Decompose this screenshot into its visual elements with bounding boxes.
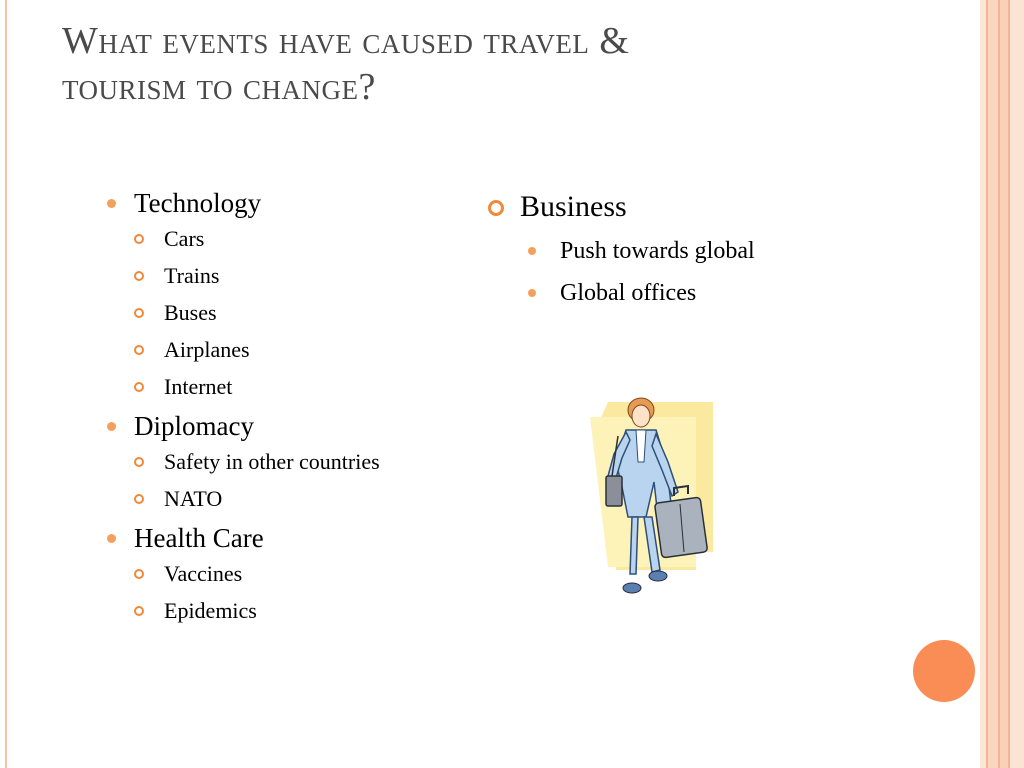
bullet-business: Business — [488, 188, 868, 226]
sub-bullet-cars: Cars — [134, 224, 434, 254]
sub-bullet-buses: Buses — [134, 298, 434, 328]
bullet-ring-icon — [134, 569, 144, 579]
slide-title — [62, 18, 942, 110]
bullet-dot-icon — [528, 289, 536, 297]
title-line-2: tourism to change? — [62, 66, 376, 108]
left-bullet-column — [104, 186, 434, 633]
bullet-diplomacy: Diplomacy — [104, 409, 434, 443]
bullet-ring-icon — [134, 457, 144, 467]
bullet-ring-icon — [134, 234, 144, 244]
bullet-ring-icon — [134, 308, 144, 318]
bullet-ring-icon — [488, 200, 504, 216]
right-bullet-column — [488, 188, 868, 318]
sub-bullet-epidemics: Epidemics — [134, 596, 434, 626]
bullet-technology: Technology — [104, 186, 434, 220]
sub-bullet-push-global: Push towards global — [528, 234, 868, 268]
sub-bullet-airplanes: Airplanes — [134, 335, 434, 365]
left-border-line — [5, 0, 7, 768]
sub-bullet-trains: Trains — [134, 261, 434, 291]
bullet-ring-icon — [134, 271, 144, 281]
bullet-ring-icon — [134, 494, 144, 504]
bullet-ring-icon — [134, 345, 144, 355]
bullet-dot-icon — [107, 199, 116, 208]
sub-bullet-internet: Internet — [134, 372, 434, 402]
bullet-dot-icon — [528, 247, 536, 255]
bullet-ring-icon — [134, 606, 144, 616]
sub-bullet-safety: Safety in other countries — [134, 447, 434, 477]
bullet-ring-icon — [134, 382, 144, 392]
bullet-health-care: Health Care — [104, 521, 434, 555]
sub-bullet-nato: NATO — [134, 484, 434, 514]
traveler-with-suitcase-icon — [588, 392, 718, 602]
right-decorative-stripes — [980, 0, 1024, 768]
sub-bullet-global-offices: Global offices — [528, 276, 868, 310]
bullet-dot-icon — [107, 534, 116, 543]
orange-circle-icon — [913, 640, 975, 702]
sub-bullet-vaccines: Vaccines — [134, 559, 434, 589]
bullet-dot-icon — [107, 422, 116, 431]
title-line-1: What events have caused travel & — [62, 20, 630, 62]
